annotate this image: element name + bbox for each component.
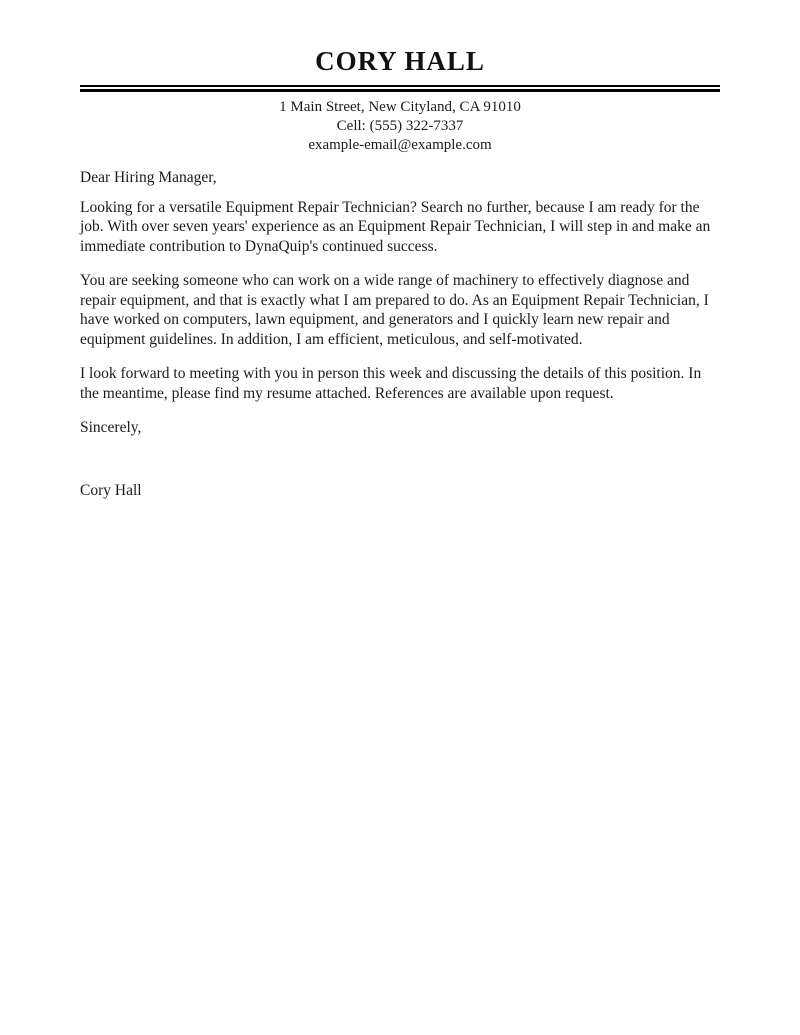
contact-email: example-email@example.com (308, 137, 492, 153)
closing-salutation: Sincerely, (80, 419, 142, 436)
salutation: Dear Hiring Manager, (80, 169, 217, 186)
letter-author-name: CORY HALL (315, 46, 485, 76)
paragraph-closing-request: I look forward to meeting with you in person this week and discussing the details of this position. In the meantime, please find my resume attached. References are available upon request. (80, 365, 702, 402)
contact-address: 1 Main Street, New Cityland, CA 91010 (279, 99, 521, 115)
contact-block (80, 98, 720, 154)
contact-phone: Cell: (555) 322-7337 (336, 118, 464, 134)
signature-name: Cory Hall (80, 481, 142, 499)
paragraph-intro: Looking for a versatile Equipment Repair Technician? Search no further, because I am ready for the job. With over seven years' experience as an Equipment Repair Technician, I will step in and make an immediate contribution to DynaQuip's continued success. (80, 198, 711, 255)
letter-body (80, 168, 720, 500)
paragraph-qualifications: You are seeking someone who can work on a wide range of machinery to effectively diagnose and repair equipment, and that is exactly what I am prepared to do. As an Equipment Repair Technician, I have worked on computers, lawn equipment, and generators and I quickly learn new repair and equipment guidelines. In addition, I am efficient, meticulous, and self-motivated. (80, 272, 709, 348)
header-double-rule (80, 85, 720, 92)
